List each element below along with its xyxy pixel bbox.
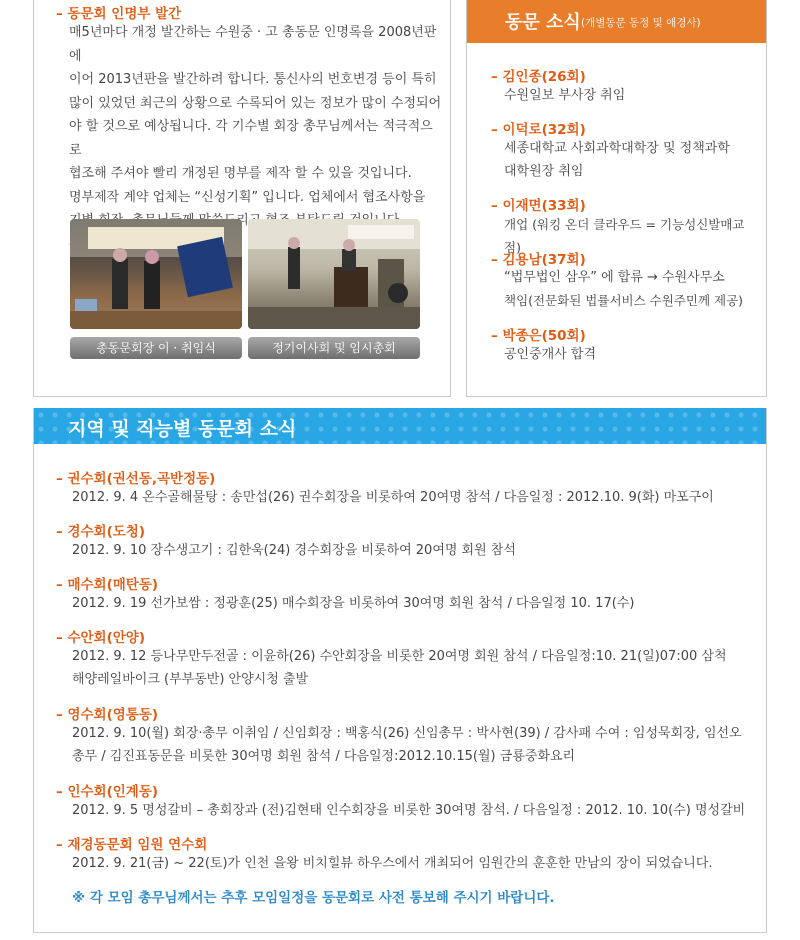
directory-line: 야 할 것으로 예상됩니다. 각 기수별 회장 총무님께서는 적극적으로 (69, 119, 433, 158)
notice-text: ※ 각 모임 총무님께서는 추후 모임일정을 동문회로 사전 통보해 주시기 바랍니다. (72, 890, 555, 906)
directory-line: 매5년마다 개정 발간하는 수원중 · 고 총동문 인명록을 2008년판에 (69, 25, 437, 64)
alumni-news-section (466, 0, 767, 397)
club-text (72, 722, 762, 768)
news-item-name: – 이덕로(32회) (491, 118, 586, 138)
club-name: – 권수회(권선동,곡반정동) (56, 467, 215, 487)
meeting-caption: 정기이사회 및 임시총회 (248, 337, 420, 359)
club-line: 2012. 9. 4 온수골해물탕 : 송만섭(26) 권수회장을 비롯하여 20여명 참석 / 다음일정 : 2012.10. 9(화) 마포구이 (72, 490, 714, 505)
alumni-news-title: 동문 소식 (505, 12, 581, 33)
news-item-name: – 김인종(26회) (491, 65, 586, 85)
club-line: 2012. 9. 10 장수생고기 : 김한욱(24) 경수회장을 비롯하여 20여명 회원 참석 (72, 543, 516, 558)
directory-line: 많이 있었던 최근의 상황으로 수록되어 있는 정보가 많이 수정되어 (69, 95, 442, 111)
club-name: – 수안회(안양) (56, 626, 145, 646)
club-name: – 인수회(인계동) (56, 780, 158, 800)
club-line: 2012. 9. 21(금) ~ 22(토)가 인천 을왕 비치힐뷰 하우스에서 개최되어 임원간의 훈훈한 만남의 장이 되었습니다. (72, 856, 713, 871)
club-line: 2012. 9. 12 등나무만두전골 : 이윤하(26) 수안회장을 비롯한 20여명 회원 참석 / 다음일정:10. 21(일)07:00 삼척 (72, 649, 727, 664)
directory-line: 협조해 주셔야 빨리 개정된 명부를 제작 할 수 있을 것입니다. (69, 166, 412, 181)
directory-title: – 동문회 인명부 발간 (56, 2, 181, 22)
club-line: 해양레일바이크 (부부동반) 안양시청 출발 (72, 672, 309, 687)
club-text (72, 645, 762, 691)
regional-clubs-header (34, 408, 766, 444)
news-item-text (504, 266, 759, 312)
news-item-text (504, 343, 759, 366)
news-line: 공인중개사 합격 (504, 347, 597, 362)
club-text (72, 852, 762, 875)
news-item-name: – 김용남(37회) (491, 248, 586, 268)
regional-clubs-title: 지역 및 직능별 동문회 소식 (68, 418, 297, 440)
inauguration-caption: 총동문회장 이 · 취임식 (70, 337, 242, 359)
inauguration-photo (70, 219, 242, 329)
club-text (72, 539, 762, 562)
regional-clubs-section (33, 408, 767, 933)
alumni-news-subtitle: (개별동문 동정 및 애경사) (581, 17, 701, 29)
club-line: 2012. 9. 5 명성갈비 – 총회장과 (전)김현태 인수회장을 비롯한 30여명 참석. / 다음일정 : 2012. 10. 10(수) 명성갈비 (72, 803, 746, 818)
news-item-text (504, 84, 759, 107)
news-line: 개업 (워킹 온더 클라우드 = 기능성신발매교점) (504, 217, 745, 255)
news-line: 책임(전문화된 법률서비스 수원주민께 제공) (504, 293, 744, 308)
news-line: 대학원장 취임 (504, 164, 584, 179)
news-item-text (504, 137, 759, 183)
news-item-name: – 이재면(33회) (491, 194, 586, 214)
news-line: 수원일보 부사장 취임 (504, 88, 626, 103)
directory-line: 명부제작 계약 업체는 “신성기획” 입니다. 업체에서 협조사항을 (69, 189, 426, 205)
club-text (72, 799, 762, 822)
club-line: 2012. 9. 10(월) 회장·총무 이취임 / 신임회장 : 백홍식(26) 신임총무 : 박사현(39) / 감사패 수여 : 임성묵회장, 임선오 (72, 726, 742, 741)
news-item-name: – 박종은(50회) (491, 324, 586, 344)
club-text (72, 592, 762, 615)
club-text (72, 486, 762, 509)
news-line: “법무법인 삼우” 에 합류 → 수원사무소 (504, 270, 725, 285)
club-name: – 재경동문회 임원 연수회 (56, 833, 207, 853)
club-name: – 매수회(매탄동) (56, 573, 158, 593)
club-name: – 경수회(도청) (56, 520, 145, 540)
directory-line: 이어 2013년판을 발간하려 합니다. 통신사의 번호변경 등이 특히 (69, 72, 437, 87)
club-line: 2012. 9. 19 선가보쌈 : 정광훈(25) 매수회장을 비롯하여 30여명 회원 참석 / 다음일정 10. 17(수) (72, 596, 635, 611)
news-line: 세종대학교 사회과학대학장 및 정책과학 (504, 141, 730, 156)
alumni-news-header (467, 0, 766, 43)
general-meeting-photo (248, 219, 420, 329)
club-name: – 영수회(영통동) (56, 703, 158, 723)
directory-section (33, 0, 451, 397)
club-line: 총무 / 김진표동문을 비롯한 30여명 회원 참석 / 다음일정:2012.10.15(월) 금룡중화요리 (72, 749, 576, 764)
